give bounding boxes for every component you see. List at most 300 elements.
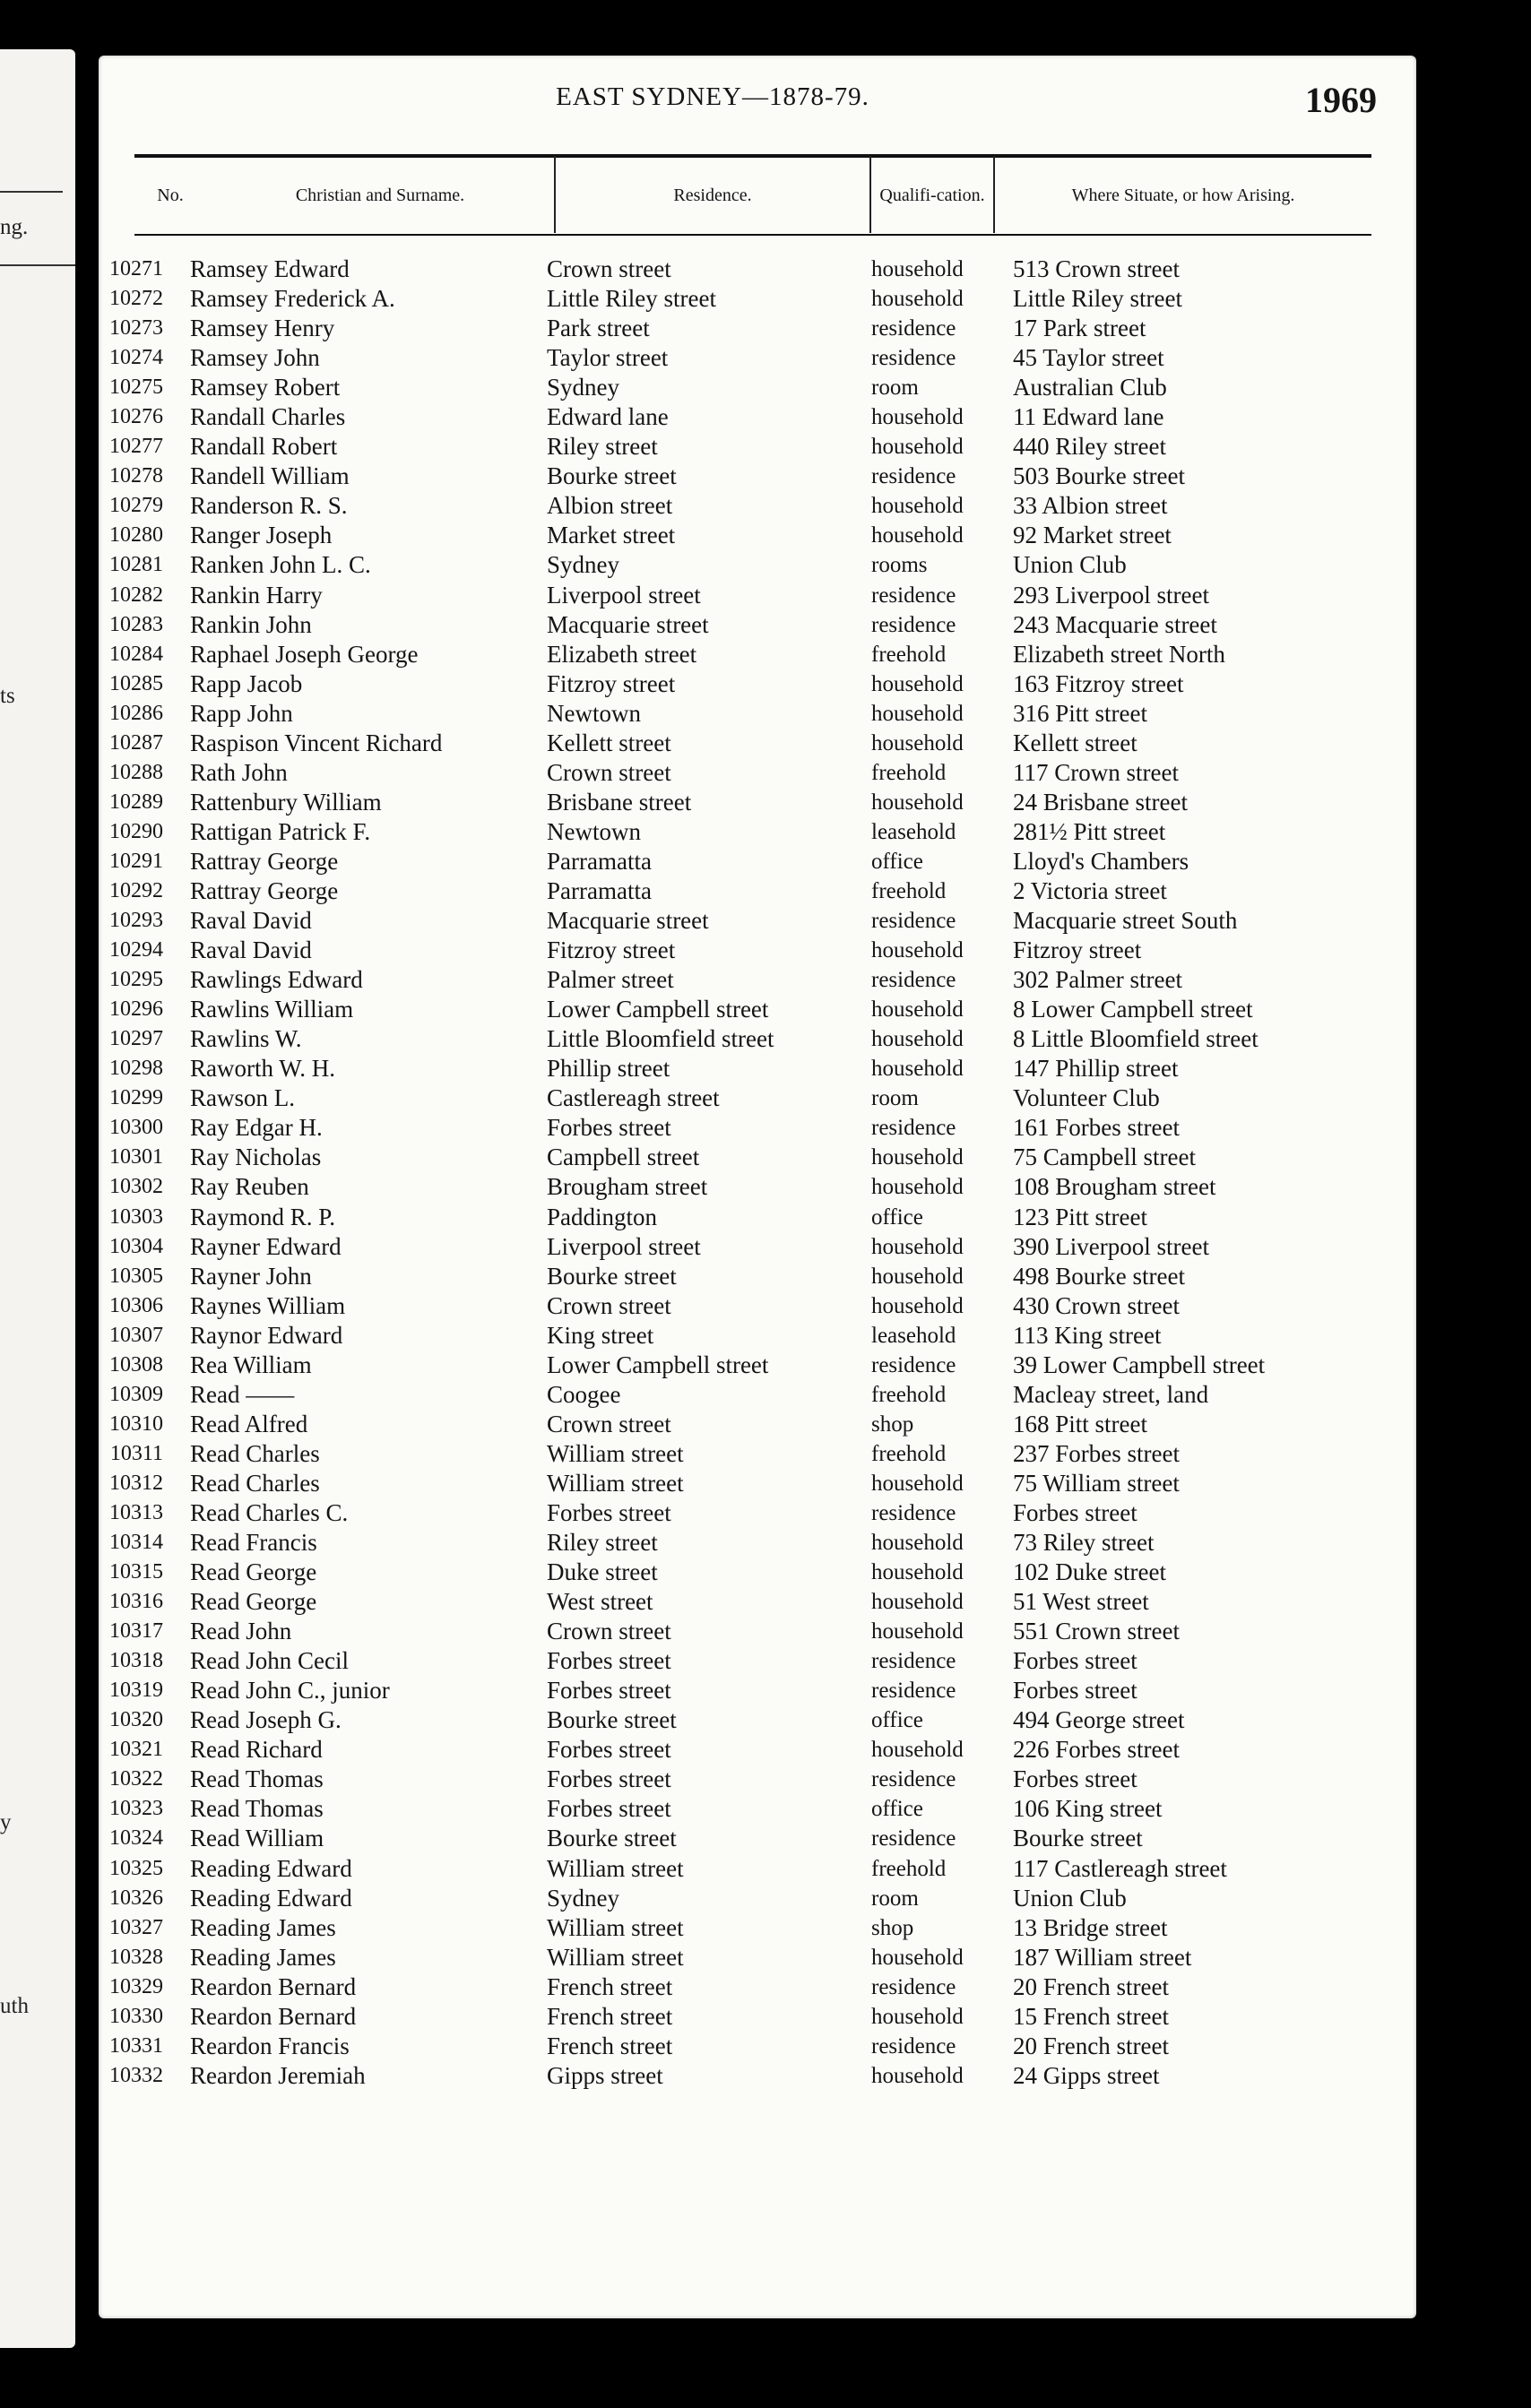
elector-residence: Bourke street [547, 462, 677, 490]
elector-where-situate: 20 French street [1013, 1972, 1169, 2000]
elector-number: 10280 [109, 523, 163, 548]
elector-qualification: household [871, 2004, 964, 2029]
column-header-qualification: Qualifi-cation. [879, 186, 985, 205]
table-row [99, 1439, 1416, 1469]
elector-qualification: residence [871, 909, 956, 934]
elector-residence: Newtown [547, 817, 641, 845]
elector-where-situate: Macquarie street South [1013, 907, 1238, 935]
elector-name: Rea William [190, 1351, 312, 1378]
table-row [99, 758, 1416, 788]
elector-name: Reading Edward [190, 1854, 352, 1882]
elector-name: Ray Reuben [190, 1173, 309, 1201]
elector-where-situate: 237 Forbes street [1013, 1439, 1180, 1467]
column-header-no: No. [157, 186, 184, 205]
elector-where-situate: 494 George street [1013, 1706, 1185, 1734]
elector-residence: William street [547, 1943, 684, 1971]
table-row [99, 610, 1416, 640]
elector-number: 10320 [109, 1708, 163, 1732]
elector-number: 10293 [109, 909, 163, 933]
elector-number: 10297 [109, 1027, 163, 1051]
elector-number: 10279 [109, 494, 163, 518]
elector-qualification: leasehold [871, 1323, 956, 1348]
elector-residence: Macquarie street [547, 907, 709, 935]
table-row [99, 1884, 1416, 1913]
elector-name: Read Alfred [190, 1410, 308, 1437]
table-row [99, 1498, 1416, 1528]
elector-qualification: household [871, 790, 964, 815]
elector-where-situate: 302 Palmer street [1013, 966, 1182, 994]
elector-qualification: household [871, 1531, 964, 1556]
elector-residence: Forbes street [547, 1795, 671, 1823]
elector-qualification: household [871, 701, 964, 726]
elector-number: 10282 [109, 583, 163, 607]
elector-residence: Forbes street [547, 1677, 671, 1705]
elector-name: Reardon Bernard [190, 2002, 357, 2030]
elector-where-situate: 75 Campbell street [1013, 1144, 1196, 1171]
previous-page-rule [0, 264, 75, 266]
elector-name: Read Richard [190, 1736, 323, 1764]
elector-where-situate: 281½ Pitt street [1013, 817, 1166, 845]
elector-residence: Bourke street [547, 1262, 677, 1290]
elector-where-situate: Australian Club [1013, 374, 1167, 401]
elector-name: Read John Cecil [190, 1647, 349, 1675]
elector-residence: Duke street [547, 1558, 658, 1586]
elector-where-situate: 17 Park street [1013, 315, 1146, 342]
elector-qualification: household [871, 1027, 964, 1052]
elector-where-situate: Little Riley street [1013, 285, 1182, 313]
elector-where-situate: Fitzroy street [1013, 936, 1142, 964]
table-row [99, 936, 1416, 965]
elector-where-situate: 51 West street [1013, 1588, 1149, 1616]
elector-qualification: household [871, 1175, 964, 1200]
elector-number: 10305 [109, 1264, 163, 1288]
elector-list [99, 255, 1416, 2091]
elector-number: 10272 [109, 287, 163, 311]
elector-number: 10288 [109, 760, 163, 784]
elector-number: 10329 [109, 1974, 163, 1998]
elector-qualification: household [871, 1234, 964, 1259]
elector-residence: Macquarie street [547, 610, 709, 638]
elector-number: 10307 [109, 1323, 163, 1347]
elector-where-situate: Forbes street [1013, 1647, 1137, 1675]
elector-number: 10314 [109, 1531, 163, 1555]
elector-where-situate: 8 Lower Campbell street [1013, 996, 1253, 1023]
table-row [99, 669, 1416, 699]
elector-number: 10294 [109, 938, 163, 962]
elector-where-situate: 39 Lower Campbell street [1013, 1351, 1266, 1378]
elector-number: 10277 [109, 435, 163, 459]
elector-name: Rayner Edward [190, 1232, 342, 1260]
elector-number: 10326 [109, 1886, 163, 1910]
elector-residence: Forbes street [547, 1765, 671, 1793]
elector-residence: Market street [547, 522, 676, 549]
elector-residence: Little Riley street [547, 285, 716, 313]
elector-number: 10300 [109, 1116, 163, 1140]
elector-name: Raspison Vincent Richard [190, 729, 443, 756]
table-row [99, 1854, 1416, 1884]
elector-qualification: residence [871, 1500, 956, 1525]
elector-name: Raymond R. P. [190, 1203, 336, 1230]
elector-qualification: household [871, 1293, 964, 1318]
elector-qualification: household [871, 1945, 964, 1970]
elector-number: 10287 [109, 730, 163, 755]
previous-page-fragment: y [0, 1810, 12, 1834]
elector-qualification: residence [871, 2033, 956, 2058]
elector-residence: Brisbane street [547, 788, 692, 816]
elector-name: Raphael Joseph George [190, 640, 419, 668]
elector-where-situate: 92 Market street [1013, 522, 1172, 549]
elector-name: Reading James [190, 1913, 336, 1941]
elector-residence: Paddington [547, 1203, 658, 1230]
elector-name: Read Charles [190, 1439, 320, 1467]
elector-residence: Forbes street [547, 1647, 671, 1675]
elector-name: Read Thomas [190, 1765, 324, 1793]
elector-qualification: household [871, 938, 964, 963]
elector-number: 10296 [109, 997, 163, 1022]
elector-qualification: residence [871, 464, 956, 489]
elector-number: 10299 [109, 1086, 163, 1110]
elector-where-situate: Bourke street [1013, 1825, 1143, 1852]
elector-where-situate: 161 Forbes street [1013, 1114, 1180, 1142]
elector-number: 10292 [109, 878, 163, 902]
elector-residence: Liverpool street [547, 581, 701, 608]
elector-where-situate: 2 Victoria street [1013, 876, 1167, 904]
table-row [99, 1143, 1416, 1172]
elector-name: Read George [190, 1588, 317, 1616]
table-row [99, 1913, 1416, 1943]
table-row [99, 255, 1416, 284]
elector-qualification: residence [871, 1679, 956, 1704]
table-row [99, 462, 1416, 491]
table-row [99, 1321, 1416, 1351]
elector-residence: Parramatta [547, 847, 652, 875]
elector-where-situate: 24 Gipps street [1013, 2061, 1160, 2089]
table-row [99, 2002, 1416, 2032]
elector-qualification: household [871, 1619, 964, 1644]
elector-where-situate: Elizabeth street North [1013, 640, 1225, 668]
elector-where-situate: 106 King street [1013, 1795, 1163, 1823]
elector-qualification: household [871, 1264, 964, 1289]
table-row [99, 1528, 1416, 1558]
elector-name: Randall Robert [190, 433, 338, 461]
elector-qualification: residence [871, 346, 956, 371]
previous-page-rule [0, 191, 63, 193]
elector-residence: Edward lane [547, 403, 669, 431]
elector-residence: Sydney [547, 374, 619, 401]
elector-where-situate: 113 King street [1013, 1321, 1162, 1349]
table-row [99, 491, 1416, 521]
table-row [99, 550, 1416, 580]
elector-residence: Palmer street [547, 966, 674, 994]
elector-name: Ray Nicholas [190, 1144, 322, 1171]
elector-name: Raval David [190, 907, 312, 935]
elector-where-situate: 390 Liverpool street [1013, 1232, 1209, 1260]
elector-name: Rattray George [190, 876, 339, 904]
elector-residence: French street [547, 1972, 673, 2000]
table-row [99, 640, 1416, 669]
table-row [99, 729, 1416, 758]
elector-number: 10283 [109, 612, 163, 636]
elector-name: Rankin John [190, 610, 312, 638]
elector-number: 10289 [109, 790, 163, 814]
table-row [99, 2061, 1416, 2091]
elector-residence: Campbell street [547, 1144, 700, 1171]
table-row [99, 1380, 1416, 1410]
table-row [99, 1735, 1416, 1765]
elector-qualification: freehold [871, 1856, 947, 1881]
elector-where-situate: Forbes street [1013, 1498, 1137, 1526]
elector-where-situate: Volunteer Club [1013, 1084, 1160, 1112]
elector-residence: Crown street [547, 758, 671, 786]
elector-residence: Sydney [547, 1884, 619, 1912]
elector-number: 10316 [109, 1590, 163, 1614]
elector-name: Ranken John L. C. [190, 551, 371, 579]
elector-where-situate: 316 Pitt street [1013, 699, 1147, 727]
elector-name: Rattenbury William [190, 788, 382, 816]
table-row [99, 1083, 1416, 1113]
elector-qualification: residence [871, 612, 956, 637]
table-row [99, 1172, 1416, 1202]
elector-name: Ramsey Frederick A. [190, 285, 395, 313]
elector-qualification: office [871, 1797, 923, 1822]
elector-residence: Gipps street [547, 2061, 663, 2089]
elector-name: Reading James [190, 1943, 336, 1971]
elector-qualification: residence [871, 316, 956, 341]
previous-page-edge [0, 49, 75, 2348]
table-row [99, 1824, 1416, 1853]
elector-qualification: rooms [871, 553, 928, 578]
elector-qualification: household [871, 1560, 964, 1585]
page-title: EAST SYDNEY—1878-79. [556, 82, 869, 111]
elector-name: Rankin Harry [190, 581, 323, 608]
elector-name: Ramsey Henry [190, 315, 335, 342]
elector-number: 10317 [109, 1619, 163, 1644]
table-row [99, 906, 1416, 936]
elector-where-situate: 123 Pitt street [1013, 1203, 1147, 1230]
table-row [99, 373, 1416, 402]
column-header-where: Where Situate, or how Arising. [1071, 186, 1295, 205]
elector-residence: Newtown [547, 699, 641, 727]
elector-number: 10303 [109, 1204, 163, 1229]
elector-number: 10309 [109, 1382, 163, 1406]
elector-where-situate: Lloyd's Chambers [1013, 847, 1189, 875]
elector-name: Ray Edgar H. [190, 1114, 323, 1142]
elector-name: Rath John [190, 758, 288, 786]
elector-number: 10321 [109, 1738, 163, 1762]
elector-where-situate: 15 French street [1013, 2002, 1169, 2030]
table-row [99, 402, 1416, 432]
elector-name: Rattray George [190, 847, 339, 875]
elector-name: Raworth W. H. [190, 1055, 335, 1083]
page-number: 1969 [1305, 80, 1377, 120]
elector-where-situate: 513 Crown street [1013, 255, 1180, 282]
elector-residence: Albion street [547, 492, 673, 520]
elector-where-situate: 293 Liverpool street [1013, 581, 1209, 608]
elector-number: 10271 [109, 257, 163, 281]
elector-where-situate: 243 Macquarie street [1013, 610, 1217, 638]
elector-qualification: household [871, 287, 964, 312]
elector-where-situate: Union Club [1013, 1884, 1127, 1912]
elector-number: 10322 [109, 1767, 163, 1791]
table-row [99, 1972, 1416, 2002]
elector-number: 10330 [109, 2004, 163, 2028]
column-header-name: Christian and Surname. [295, 186, 465, 205]
elector-where-situate: Macleay street, land [1013, 1380, 1209, 1408]
elector-qualification: residence [871, 1116, 956, 1141]
elector-name: Rapp John [190, 699, 293, 727]
elector-where-situate: 168 Pitt street [1013, 1410, 1147, 1437]
elector-qualification: household [871, 1590, 964, 1615]
elector-qualification: household [871, 523, 964, 548]
table-row [99, 1351, 1416, 1380]
elector-number: 10273 [109, 316, 163, 341]
elector-residence: Taylor street [547, 344, 669, 372]
elector-number: 10285 [109, 671, 163, 695]
elector-where-situate: 75 William street [1013, 1469, 1180, 1497]
elector-name: Rawlins W. [190, 1025, 302, 1053]
elector-name: Ramsey Robert [190, 374, 341, 401]
elector-number: 10304 [109, 1234, 163, 1258]
elector-name: Ranger Joseph [190, 522, 333, 549]
elector-number: 10295 [109, 968, 163, 992]
elector-number: 10318 [109, 1649, 163, 1673]
elector-name: Read —— [190, 1380, 295, 1408]
elector-qualification: office [871, 849, 923, 874]
elector-where-situate: 20 French street [1013, 2032, 1169, 2059]
elector-number: 10312 [109, 1471, 163, 1495]
elector-qualification: household [871, 730, 964, 755]
elector-number: 10301 [109, 1145, 163, 1169]
table-row [99, 1676, 1416, 1705]
table-row [99, 1646, 1416, 1676]
table-row [99, 876, 1416, 906]
elector-where-situate: Forbes street [1013, 1765, 1137, 1793]
table-row [99, 1113, 1416, 1143]
elector-where-situate: 551 Crown street [1013, 1618, 1180, 1645]
register-page [99, 56, 1416, 2318]
elector-number: 10315 [109, 1560, 163, 1584]
elector-residence: Fitzroy street [547, 936, 676, 964]
table-row [99, 1558, 1416, 1587]
elector-name: Randell William [190, 462, 350, 490]
elector-qualification: freehold [871, 1382, 947, 1407]
table-row [99, 521, 1416, 550]
elector-residence: William street [547, 1469, 684, 1497]
elector-residence: Bourke street [547, 1825, 677, 1852]
elector-number: 10278 [109, 464, 163, 488]
table-row [99, 1291, 1416, 1321]
elector-qualification: room [871, 1086, 919, 1111]
elector-name: Read George [190, 1558, 317, 1586]
elector-residence: Forbes street [547, 1498, 671, 1526]
elector-number: 10276 [109, 405, 163, 429]
elector-name: Reardon Jeremiah [190, 2061, 366, 2089]
elector-where-situate: 8 Little Bloomfield street [1013, 1025, 1259, 1053]
elector-qualification: residence [871, 1649, 956, 1674]
elector-number: 10286 [109, 701, 163, 725]
elector-residence: Park street [547, 315, 650, 342]
table-row [99, 1794, 1416, 1824]
elector-residence: Little Bloomfield street [547, 1025, 774, 1053]
elector-name: Raynor Edward [190, 1321, 343, 1349]
elector-qualification: residence [871, 1974, 956, 1999]
elector-qualification: residence [871, 1767, 956, 1792]
elector-number: 10323 [109, 1797, 163, 1821]
elector-where-situate: Forbes street [1013, 1677, 1137, 1705]
elector-qualification: household [871, 435, 964, 460]
elector-number: 10284 [109, 642, 163, 666]
elector-qualification: shop [871, 1411, 914, 1437]
elector-number: 10298 [109, 1057, 163, 1081]
table-row [99, 343, 1416, 373]
elector-residence: West street [547, 1588, 653, 1616]
elector-qualification: residence [871, 1352, 956, 1377]
elector-name: Rattigan Patrick F. [190, 817, 371, 845]
elector-qualification: shop [871, 1915, 914, 1940]
elector-residence: Crown street [547, 1410, 671, 1437]
previous-page-fragment: uth [0, 1994, 29, 2018]
elector-number: 10302 [109, 1175, 163, 1199]
elector-residence: French street [547, 2002, 673, 2030]
elector-name: Read Joseph G. [190, 1706, 342, 1734]
elector-residence: Forbes street [547, 1736, 671, 1764]
elector-name: Randall Charles [190, 403, 346, 431]
elector-where-situate: 226 Forbes street [1013, 1736, 1180, 1764]
elector-residence: Kellett street [547, 729, 671, 756]
elector-name: Read John C., junior [190, 1677, 390, 1705]
elector-qualification: leasehold [871, 819, 956, 844]
elector-where-situate: 498 Bourke street [1013, 1262, 1185, 1290]
elector-name: Read Thomas [190, 1795, 324, 1823]
elector-name: Ramsey Edward [190, 255, 350, 282]
elector-number: 10274 [109, 346, 163, 370]
elector-where-situate: 147 Phillip street [1013, 1055, 1179, 1083]
previous-page-fragment: ng. [0, 215, 29, 239]
elector-where-situate: Union Club [1013, 551, 1127, 579]
table-row [99, 314, 1416, 343]
elector-residence: Lower Campbell street [547, 996, 769, 1023]
elector-qualification: office [871, 1204, 923, 1230]
table-row [99, 965, 1416, 995]
elector-name: Ramsey John [190, 344, 320, 372]
elector-qualification: household [871, 1738, 964, 1763]
elector-name: Read William [190, 1825, 324, 1852]
table-row [99, 995, 1416, 1024]
elector-number: 10327 [109, 1915, 163, 1939]
elector-qualification: residence [871, 1826, 956, 1851]
elector-number: 10332 [109, 2063, 163, 2087]
elector-number: 10325 [109, 1856, 163, 1880]
elector-qualification: office [871, 1708, 923, 1733]
elector-where-situate: 102 Duke street [1013, 1558, 1166, 1586]
elector-name: Read Charles C. [190, 1498, 349, 1526]
table-row [99, 1469, 1416, 1498]
elector-number: 10275 [109, 375, 163, 400]
elector-qualification: freehold [871, 1441, 947, 1466]
elector-qualification: household [871, 1471, 964, 1496]
table-row [99, 1587, 1416, 1617]
table-row [99, 1054, 1416, 1083]
elector-number: 10319 [109, 1679, 163, 1703]
table-row [99, 1617, 1416, 1646]
elector-name: Rapp Jacob [190, 669, 303, 697]
elector-where-situate: 430 Crown street [1013, 1291, 1180, 1319]
elector-residence: William street [547, 1439, 684, 1467]
table-row [99, 1765, 1416, 1794]
table-row [99, 1705, 1416, 1735]
table-row [99, 1232, 1416, 1262]
previous-page-fragment: ts [0, 684, 15, 708]
